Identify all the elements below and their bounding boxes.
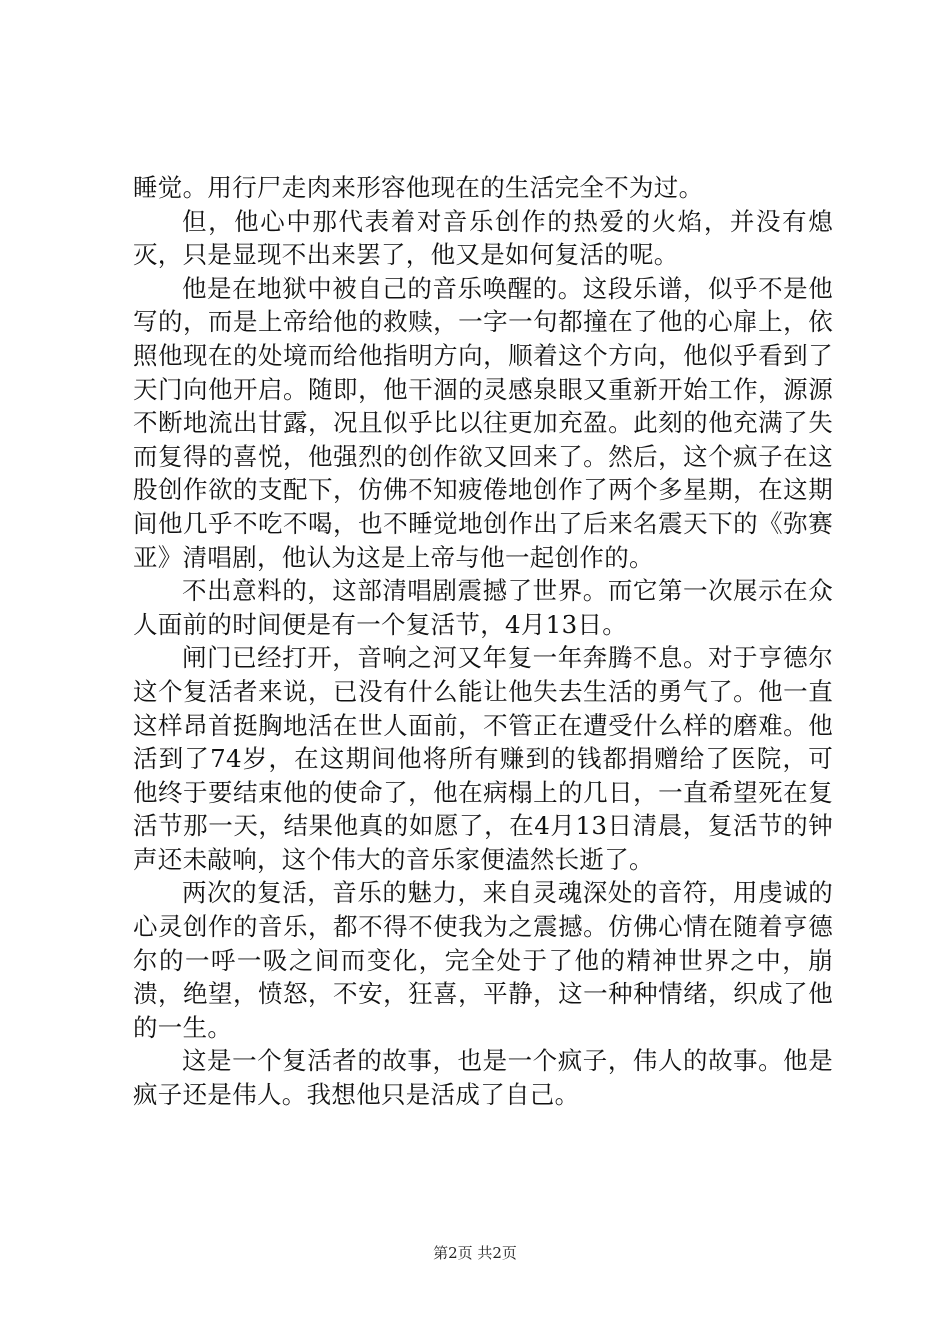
paragraph: 他是在地狱中被自己的音乐唤醒的。这段乐谱，似乎不是他写的，而是上帝给他的救赎，一字一句都撞在了他的心扉上，依照他现在的处境而给他指明方向，顺着这个方向，他似乎看到了天门向他开启。随即，他干涸的灵感泉眼又重新开始工作，源源不断地流出甘露，况且似乎比以往更加充盈。此刻的他充满了失而复得的喜悦，他强烈的创作欲又回来了。然后，这个疯子在这股创作欲的支配下，仿佛不知疲倦地创作了两个多星期，在这期间他几乎不吃不喝，也不睡觉地创作出了后来名震天下的《弥赛亚》清唱剧，他认为这是上帝与他一起创作的。 [133, 273, 833, 572]
paragraph: 但，他心中那代表着对音乐创作的热爱的火焰，并没有熄灭，只是显现不出来罢了，他又是如何复活的呢。 [133, 206, 833, 270]
page-number-footer: 第2页 共2页 [433, 1244, 517, 1262]
paragraph: 闸门已经打开，音响之河又年复一年奔腾不息。对于亨德尔这个复活者来说，已没有什么能让他失去生活的勇气了。他一直这样昂首挺胸地活在世人面前，不管正在遭受什么样的磨难。他活到了74岁，在这期间他将所有赚到的钱都捐赠给了医院，可他终于要结束他的使命了，他在病榻上的几日，一直希望死在复活节那一天，结果他真的如愿了，在4月13日清晨，复活节的钟声还未敲响，这个伟大的音乐家便溘然长逝了。 [133, 643, 833, 874]
paragraph-continuation: 睡觉。用行尸走肉来形容他现在的生活完全不为过。 [133, 173, 704, 202]
paragraph: 两次的复活，音乐的魅力，来自灵魂深处的音符，用虔诚的心灵创作的音乐，都不得不使我为之震撼。仿佛心情在随着亨德尔的一呼一吸之间而变化，完全处于了他的精神世界之中，崩溃，绝望，愤怒，不安，狂喜，平静，这一种种情绪，织成了他的一生。 [133, 878, 833, 1042]
paragraph: 不出意料的，这部清唱剧震撼了世界。而它第一次展示在众人面前的时间便是有一个复活节，4月13日。 [133, 576, 833, 639]
paragraph: 这是一个复活者的故事，也是一个疯子，伟人的故事。他是疯子还是伟人。我想他只是活成了自己。 [133, 1046, 833, 1110]
document-body [133, 171, 833, 1112]
